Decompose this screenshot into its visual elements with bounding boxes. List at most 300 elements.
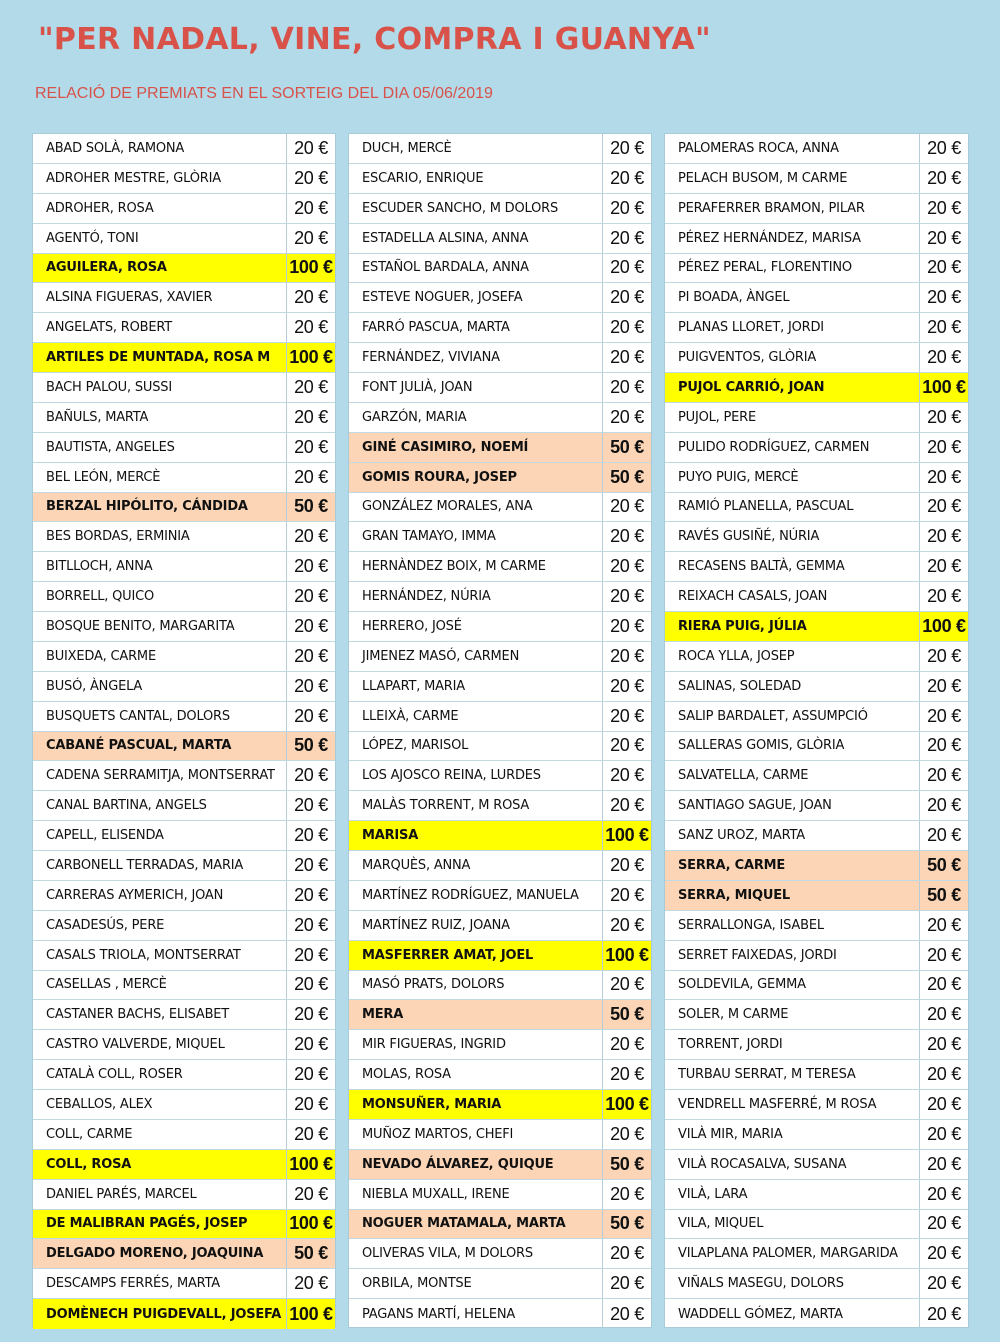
- winner-name: BUIXEDA, CARME: [46, 648, 156, 664]
- winner-name: SALVATELLA, CARME: [678, 768, 809, 784]
- winner-name: BOSQUE BENITO, MARGARITA: [46, 618, 235, 634]
- winner-row: [33, 881, 335, 911]
- winner-row: [33, 1210, 335, 1240]
- prize-amount: 100 €: [602, 1090, 651, 1119]
- prize-amount: 20 €: [919, 1210, 968, 1239]
- winners-column-3: [664, 133, 969, 1328]
- prize-amount: 20 €: [919, 224, 968, 253]
- prize-amount: 20 €: [919, 1239, 968, 1268]
- winner-name: ESTADELLA ALSINA, ANNA: [362, 230, 529, 246]
- winner-name: ANGELATS, ROBERT: [46, 320, 173, 336]
- winner-name: MALÀS TORRENT, M ROSA: [362, 798, 530, 814]
- prize-amount: 20 €: [602, 881, 651, 910]
- winner-row: [33, 403, 335, 433]
- winner-row: [665, 1150, 968, 1180]
- prize-amount: 100 €: [602, 821, 651, 850]
- winner-name: MERA: [349, 1000, 602, 1029]
- winner-row: [33, 373, 335, 403]
- winner-row: [665, 1090, 968, 1120]
- prize-amount: 20 €: [919, 1030, 968, 1059]
- prize-amount: 20 €: [919, 254, 968, 283]
- winner-row: [33, 1120, 335, 1150]
- winner-name: PAGANS MARTÍ, HELENA: [362, 1306, 516, 1322]
- winner-row: [33, 642, 335, 672]
- prize-amount: 20 €: [602, 134, 651, 163]
- winner-row: [349, 1000, 651, 1030]
- winner-row: [349, 761, 651, 791]
- prize-amount: 20 €: [919, 1150, 968, 1179]
- winner-name: MARTÍNEZ RUIZ, JOANA: [362, 917, 510, 933]
- winner-name: CARRERAS AYMERICH, JOAN: [46, 887, 224, 903]
- winner-name: MASÓ PRATS, DOLORS: [362, 977, 505, 993]
- winner-name: LLEIXÀ, CARME: [362, 708, 459, 724]
- winner-name: PUYO PUIG, MERCÈ: [678, 469, 799, 485]
- winner-name: PULIDO RODRÍGUEZ, CARMEN: [678, 439, 870, 455]
- winner-name: JIMENEZ MASÓ, CARMEN: [362, 648, 520, 664]
- winner-name: VILÀ, LARA: [678, 1186, 748, 1202]
- winner-row: [349, 134, 651, 164]
- winner-name: SERRA, CARME: [665, 851, 919, 880]
- winner-row: [665, 941, 968, 971]
- prize-amount: 20 €: [286, 851, 335, 880]
- prize-amount: 20 €: [919, 642, 968, 671]
- winner-row: [33, 612, 335, 642]
- prize-amount: 20 €: [602, 403, 651, 432]
- winner-row: [33, 493, 335, 523]
- winner-row: [33, 1239, 335, 1269]
- winner-row: [665, 283, 968, 313]
- winner-row: [349, 224, 651, 254]
- winner-row: [349, 552, 651, 582]
- prize-amount: 20 €: [286, 433, 335, 462]
- winner-row: [33, 1299, 335, 1329]
- winner-row: [33, 313, 335, 343]
- winner-name: CANAL BARTINA, ANGELS: [46, 798, 207, 814]
- prize-amount: 20 €: [919, 1000, 968, 1029]
- winner-name: CASELLAS , MERCÈ: [46, 977, 167, 993]
- prize-amount: 20 €: [286, 373, 335, 402]
- winner-row: [665, 642, 968, 672]
- prize-amount: 20 €: [919, 1060, 968, 1089]
- winner-name: GRAN TAMAYO, IMMA: [362, 529, 496, 545]
- winners-column-2: [348, 133, 652, 1328]
- prize-amount: 20 €: [286, 971, 335, 1000]
- prize-amount: 20 €: [919, 911, 968, 940]
- winner-row: [33, 1180, 335, 1210]
- winner-row: [349, 283, 651, 313]
- winner-name: PUJOL CARRIÓ, JOAN: [665, 373, 919, 402]
- winner-name: MONSUÑER, MARIA: [349, 1090, 602, 1119]
- winner-name: AGUILERA, ROSA: [33, 254, 286, 283]
- winner-name: BERZAL HIPÓLITO, CÁNDIDA: [33, 493, 286, 522]
- winner-name: ESTEVE NOGUER, JOSEFA: [362, 290, 523, 306]
- prize-amount: 20 €: [286, 194, 335, 223]
- winner-row: [665, 612, 968, 642]
- winner-name: PELACH BUSOM, M CARME: [678, 170, 848, 186]
- prize-amount: 20 €: [602, 642, 651, 671]
- winner-name: HERRERO, JOSÉ: [362, 618, 462, 634]
- prize-amount: 100 €: [602, 941, 651, 970]
- prize-amount: 20 €: [602, 1239, 651, 1268]
- winner-name: CASADESÚS, PERE: [46, 917, 165, 933]
- winner-name: VILA, MIQUEL: [678, 1216, 764, 1232]
- prize-amount: 20 €: [602, 313, 651, 342]
- winner-row: [349, 881, 651, 911]
- winner-name: SERRALLONGA, ISABEL: [678, 917, 824, 933]
- prize-amount: 20 €: [602, 1030, 651, 1059]
- winner-row: [665, 194, 968, 224]
- winner-row: [33, 1269, 335, 1299]
- winner-name: ARTILES DE MUNTADA, ROSA M: [33, 343, 286, 372]
- winner-name: HERNÀNDEZ BOIX, M CARME: [362, 559, 546, 575]
- winner-row: [33, 941, 335, 971]
- prize-amount: 20 €: [286, 941, 335, 970]
- winner-name: ADROHER MESTRE, GLÒRIA: [46, 170, 221, 186]
- prize-amount: 100 €: [286, 1299, 335, 1329]
- prize-amount: 20 €: [602, 851, 651, 880]
- prize-amount: 20 €: [919, 1299, 968, 1329]
- winner-name: BES BORDAS, ERMINIA: [46, 529, 190, 545]
- winner-row: [665, 851, 968, 881]
- winner-name: CABANÉ PASCUAL, MARTA: [33, 732, 286, 761]
- winner-name: BEL LEÓN, MERCÈ: [46, 469, 161, 485]
- winner-row: [349, 1210, 651, 1240]
- winner-row: [33, 254, 335, 284]
- winner-row: [349, 1239, 651, 1269]
- prize-amount: 20 €: [919, 1269, 968, 1298]
- winner-row: [665, 433, 968, 463]
- winner-row: [665, 971, 968, 1001]
- prize-amount: 50 €: [602, 1210, 651, 1239]
- winner-row: [349, 642, 651, 672]
- prize-amount: 20 €: [602, 911, 651, 940]
- winner-name: GARZÓN, MARIA: [362, 409, 467, 425]
- prize-amount: 20 €: [286, 283, 335, 312]
- prize-amount: 20 €: [602, 522, 651, 551]
- winner-row: [33, 702, 335, 732]
- winner-row: [349, 1030, 651, 1060]
- winner-row: [665, 343, 968, 373]
- prize-amount: 100 €: [919, 612, 968, 641]
- prize-amount: 20 €: [919, 941, 968, 970]
- prize-amount: 20 €: [286, 313, 335, 342]
- prize-amount: 20 €: [286, 1269, 335, 1298]
- prize-amount: 20 €: [919, 493, 968, 522]
- winner-name: BAÑULS, MARTA: [46, 409, 149, 425]
- prize-amount: 20 €: [602, 1120, 651, 1149]
- winner-name: SOLDEVILA, GEMMA: [678, 977, 806, 993]
- winner-name: MARISA: [349, 821, 602, 850]
- prize-amount: 20 €: [919, 672, 968, 701]
- winner-name: SANTIAGO SAGUE, JOAN: [678, 798, 832, 814]
- prize-amount: 50 €: [602, 1000, 651, 1029]
- winner-row: [349, 1269, 651, 1299]
- winner-name: SOLER, M CARME: [678, 1007, 789, 1023]
- winner-name: GONZÁLEZ MORALES, ANA: [362, 499, 533, 515]
- winner-name: GOMIS ROURA, JOSEP: [349, 463, 602, 492]
- prize-amount: 20 €: [602, 791, 651, 820]
- winner-row: [665, 463, 968, 493]
- winner-name: RECASENS BALTÀ, GEMMA: [678, 559, 845, 575]
- winner-row: [33, 821, 335, 851]
- winner-row: [349, 702, 651, 732]
- winner-row: [33, 582, 335, 612]
- winner-row: [349, 403, 651, 433]
- winner-name: DUCH, MERCÈ: [362, 140, 452, 156]
- winner-row: [665, 1000, 968, 1030]
- winner-name: CADENA SERRAMITJA, MONTSERRAT: [46, 768, 275, 784]
- winner-name: AGENTÓ, TONI: [46, 230, 139, 246]
- winner-row: [349, 254, 651, 284]
- winner-row: [33, 761, 335, 791]
- winner-name: BACH PALOU, SUSSI: [46, 379, 172, 395]
- winner-name: PI BOADA, ÀNGEL: [678, 290, 790, 306]
- prize-amount: 100 €: [286, 343, 335, 372]
- winner-row: [665, 403, 968, 433]
- winner-name: CATALÀ COLL, ROSER: [46, 1067, 183, 1083]
- winner-row: [665, 1060, 968, 1090]
- winner-name: SERRET FAIXEDAS, JORDI: [678, 947, 837, 963]
- winner-row: [33, 732, 335, 762]
- winner-row: [33, 911, 335, 941]
- winner-name: FERNÁNDEZ, VIVIANA: [362, 350, 500, 366]
- winner-name: MASFERRER AMAT, JOEL: [349, 941, 602, 970]
- winner-row: [665, 911, 968, 941]
- winner-name: PALOMERAS ROCA, ANNA: [678, 140, 839, 156]
- prize-amount: 20 €: [286, 582, 335, 611]
- winner-name: BITLLOCH, ANNA: [46, 559, 153, 575]
- winner-name: GINÉ CASIMIRO, NOEMÍ: [349, 433, 602, 462]
- winner-row: [349, 1180, 651, 1210]
- prize-amount: 20 €: [286, 463, 335, 492]
- winner-name: PÉREZ PERAL, FLORENTINO: [678, 260, 852, 276]
- prize-amount: 20 €: [286, 881, 335, 910]
- winner-row: [349, 463, 651, 493]
- winner-row: [665, 1120, 968, 1150]
- winner-row: [349, 821, 651, 851]
- prize-amount: 20 €: [919, 702, 968, 731]
- prize-amount: 20 €: [286, 1000, 335, 1029]
- winner-name: CAPELL, ELISENDA: [46, 828, 164, 844]
- prize-amount: 20 €: [919, 194, 968, 223]
- prize-amount: 20 €: [602, 1299, 651, 1329]
- page-title: "PER NADAL, VINE, COMPRA I GUANYA": [38, 22, 711, 57]
- winner-name: DE MALIBRAN PAGÉS, JOSEP: [33, 1210, 286, 1239]
- winner-row: [33, 343, 335, 373]
- prize-amount: 20 €: [919, 164, 968, 193]
- prize-amount: 20 €: [919, 433, 968, 462]
- winner-name: FONT JULIÀ, JOAN: [362, 379, 473, 395]
- prize-amount: 50 €: [286, 1239, 335, 1268]
- winner-row: [665, 1030, 968, 1060]
- winner-row: [665, 702, 968, 732]
- prize-amount: 20 €: [919, 283, 968, 312]
- prize-amount: 20 €: [286, 552, 335, 581]
- winner-row: [349, 612, 651, 642]
- winner-row: [665, 1299, 968, 1329]
- winner-row: [349, 791, 651, 821]
- winner-row: [665, 791, 968, 821]
- prize-amount: 20 €: [919, 821, 968, 850]
- prize-amount: 20 €: [602, 971, 651, 1000]
- winner-name: NOGUER MATAMALA, MARTA: [349, 1210, 602, 1239]
- prize-amount: 20 €: [602, 702, 651, 731]
- prize-amount: 20 €: [919, 582, 968, 611]
- winner-name: ESCUDER SANCHO, M DOLORS: [362, 200, 558, 216]
- winner-name: MIR FIGUERAS, INGRID: [362, 1037, 506, 1053]
- winner-row: [349, 433, 651, 463]
- winner-name: FARRÓ PASCUA, MARTA: [362, 320, 510, 336]
- prize-amount: 20 €: [919, 463, 968, 492]
- prize-amount: 20 €: [602, 732, 651, 761]
- winner-name: ROCA YLLA, JOSEP: [678, 648, 795, 664]
- winner-row: [665, 552, 968, 582]
- prize-amount: 50 €: [286, 493, 335, 522]
- winner-row: [33, 164, 335, 194]
- prize-amount: 20 €: [602, 194, 651, 223]
- winner-row: [349, 194, 651, 224]
- winner-row: [33, 1000, 335, 1030]
- winner-name: PÉREZ HERNÁNDEZ, MARISA: [678, 230, 861, 246]
- winner-name: PUJOL, PERE: [678, 409, 757, 425]
- winner-name: NIEBLA MUXALL, IRENE: [362, 1186, 510, 1202]
- winner-row: [665, 313, 968, 343]
- winner-name: VILÀ MIR, MARIA: [678, 1126, 783, 1142]
- winner-name: MUÑOZ MARTOS, CHEFI: [362, 1126, 514, 1142]
- winner-name: TORRENT, JORDI: [678, 1037, 783, 1053]
- winner-row: [349, 1120, 651, 1150]
- winner-name: VILAPLANA PALOMER, MARGARIDA: [678, 1246, 898, 1262]
- winner-row: [349, 313, 651, 343]
- prize-amount: 20 €: [602, 1180, 651, 1209]
- prize-amount: 20 €: [602, 164, 651, 193]
- winner-name: DESCAMPS FERRÉS, MARTA: [46, 1276, 220, 1292]
- winner-name: LÓPEZ, MARISOL: [362, 738, 469, 754]
- winner-row: [349, 732, 651, 762]
- winner-row: [33, 194, 335, 224]
- prize-amount: 100 €: [286, 1210, 335, 1239]
- winner-row: [665, 1269, 968, 1299]
- prize-amount: 20 €: [286, 134, 335, 163]
- winner-row: [33, 224, 335, 254]
- winner-name: ABAD SOLÀ, RAMONA: [46, 140, 185, 156]
- winner-name: OLIVERAS VILA, M DOLORS: [362, 1246, 533, 1262]
- prize-amount: 20 €: [919, 1090, 968, 1119]
- prize-amount: 20 €: [602, 582, 651, 611]
- prize-amount: 100 €: [286, 1150, 335, 1179]
- prize-amount: 20 €: [602, 254, 651, 283]
- winner-row: [665, 493, 968, 523]
- prize-amount: 20 €: [919, 971, 968, 1000]
- winner-name: SALIP BARDALET, ASSUMPCIÓ: [678, 708, 868, 724]
- winner-row: [33, 971, 335, 1001]
- winner-name: RAVÉS GUSIÑÉ, NÚRIA: [678, 529, 820, 545]
- winner-name: SANZ UROZ, MARTA: [678, 828, 805, 844]
- winner-name: BAUTISTA, ANGELES: [46, 439, 175, 455]
- winner-row: [33, 1030, 335, 1060]
- winner-name: RAMIÓ PLANELLA, PASCUAL: [678, 499, 854, 515]
- prize-amount: 20 €: [286, 761, 335, 790]
- prize-amount: 20 €: [286, 612, 335, 641]
- winner-row: [349, 672, 651, 702]
- winner-row: [349, 941, 651, 971]
- winner-row: [33, 851, 335, 881]
- prize-amount: 50 €: [602, 463, 651, 492]
- prize-amount: 20 €: [602, 343, 651, 372]
- winner-name: CARBONELL TERRADAS, MARIA: [46, 857, 244, 873]
- winner-name: HERNÁNDEZ, NÚRIA: [362, 589, 491, 605]
- prize-amount: 20 €: [286, 164, 335, 193]
- prize-amount: 50 €: [602, 433, 651, 462]
- winner-row: [33, 1060, 335, 1090]
- prize-amount: 20 €: [602, 552, 651, 581]
- winner-row: [349, 493, 651, 523]
- prize-amount: 20 €: [602, 283, 651, 312]
- winner-row: [665, 761, 968, 791]
- prize-amount: 20 €: [286, 1030, 335, 1059]
- winner-name: MOLAS, ROSA: [362, 1067, 451, 1083]
- winner-row: [665, 1180, 968, 1210]
- winner-row: [349, 522, 651, 552]
- winner-row: [33, 433, 335, 463]
- winner-name: RIERA PUIG, JÚLIA: [665, 612, 919, 641]
- winner-name: ORBILA, MONTSE: [362, 1276, 472, 1292]
- prize-amount: 20 €: [286, 791, 335, 820]
- prize-amount: 50 €: [602, 1150, 651, 1179]
- winner-name: TURBAU SERRAT, M TERESA: [678, 1067, 856, 1083]
- winner-name: MARTÍNEZ RODRÍGUEZ, MANUELA: [362, 887, 579, 903]
- winner-name: NEVADO ÁLVAREZ, QUIQUE: [349, 1150, 602, 1179]
- prize-amount: 20 €: [286, 522, 335, 551]
- winner-row: [665, 373, 968, 403]
- prize-amount: 20 €: [602, 1060, 651, 1089]
- winner-row: [33, 134, 335, 164]
- prize-amount: 20 €: [602, 224, 651, 253]
- prize-amount: 20 €: [286, 642, 335, 671]
- winner-row: [349, 1090, 651, 1120]
- prize-amount: 20 €: [919, 313, 968, 342]
- winner-name: CASALS TRIOLA, MONTSERRAT: [46, 947, 241, 963]
- winner-name: COLL, ROSA: [33, 1150, 286, 1179]
- prize-amount: 20 €: [919, 343, 968, 372]
- prize-amount: 20 €: [919, 791, 968, 820]
- winner-name: PLANAS LLORET, JORDI: [678, 320, 824, 336]
- prize-amount: 20 €: [286, 1120, 335, 1149]
- prize-amount: 50 €: [919, 851, 968, 880]
- winner-name: BORRELL, QUICO: [46, 589, 155, 605]
- winner-name: VENDRELL MASFERRÉ, M ROSA: [678, 1096, 877, 1112]
- prize-amount: 20 €: [286, 224, 335, 253]
- winner-name: DELGADO MORENO, JOAQUINA: [33, 1239, 286, 1268]
- winner-name: VIÑALS MASEGU, DOLORS: [678, 1276, 844, 1292]
- winner-name: ALSINA FIGUERAS, XAVIER: [46, 290, 213, 306]
- prize-amount: 20 €: [602, 1269, 651, 1298]
- winner-row: [33, 672, 335, 702]
- prize-amount: 20 €: [919, 1180, 968, 1209]
- winner-row: [349, 343, 651, 373]
- winner-row: [665, 522, 968, 552]
- winner-row: [665, 732, 968, 762]
- winner-row: [665, 881, 968, 911]
- prize-amount: 20 €: [286, 911, 335, 940]
- winner-row: [665, 1210, 968, 1240]
- page-subtitle: RELACIÓ DE PREMIATS EN EL SORTEIG DEL DIA 05/06/2019: [35, 85, 493, 102]
- winner-row: [349, 1299, 651, 1329]
- prize-amount: 100 €: [286, 254, 335, 283]
- winners-column-1: [32, 133, 336, 1328]
- winner-name: CASTRO VALVERDE, MIQUEL: [46, 1037, 225, 1053]
- winner-row: [349, 1150, 651, 1180]
